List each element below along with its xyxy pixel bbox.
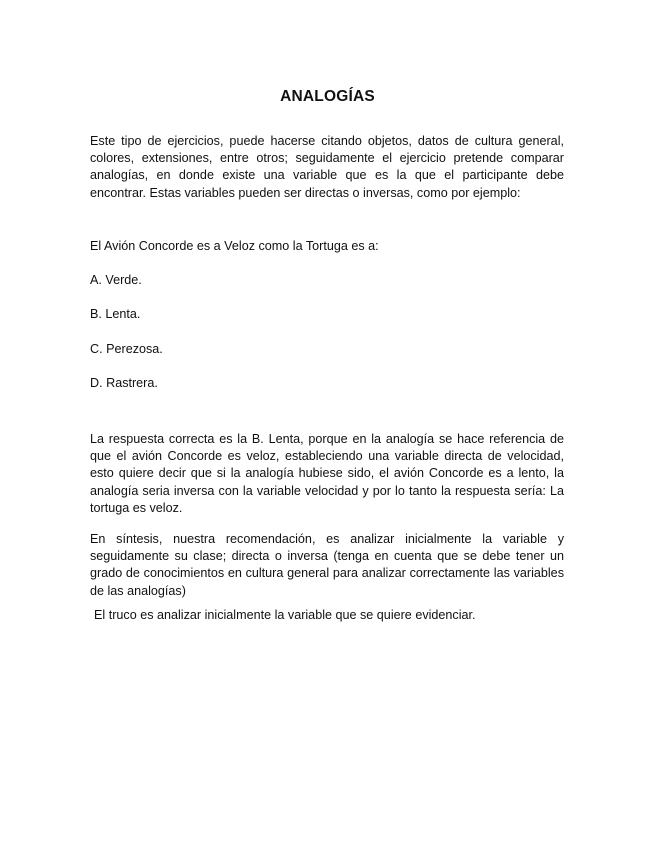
synthesis-paragraph: En síntesis, nuestra recomendación, es analizar inicialmente la variable y seguidamente su clase; directa o inversa (tenga en cuenta que se debe tener un grado de conocimientos en cultura general para analizar correctamente las variables de las analogías) <box>90 532 564 598</box>
trick-paragraph: El truco es analizar inicialmente la variable que se quiere evidenciar. <box>94 608 476 622</box>
option-d: D. Rastrera. <box>90 376 158 390</box>
option-a: A. Verde. <box>90 273 142 287</box>
question-text: El Avión Concorde es a Veloz como la Tortuga es a: <box>90 239 379 253</box>
page-title: ANALOGÍAS <box>280 88 375 105</box>
option-b: B. Lenta. <box>90 307 141 321</box>
answer-explanation-paragraph: La respuesta correcta es la B. Lenta, porque en la analogía se hace referencia de que el avión Concorde es veloz, estableciendo una variable directa de velocidad, esto quiere decir que si la analogía hubiese sido, el avión Concorde es a lento, la analogía seria inversa con la variable velocidad y por lo tanto la respuesta sería: La tortuga es veloz. <box>90 432 564 515</box>
option-c: C. Perezosa. <box>90 342 163 356</box>
intro-paragraph: Este tipo de ejercicios, puede hacerse citando objetos, datos de cultura general, colores, extensiones, entre otros; seguidamente el ejercicio pretende comparar analogías, en donde existe una variable que es la que el participante debe encontrar. Estas variables pueden ser directas o inversas, como por ejemplo: <box>90 134 564 200</box>
